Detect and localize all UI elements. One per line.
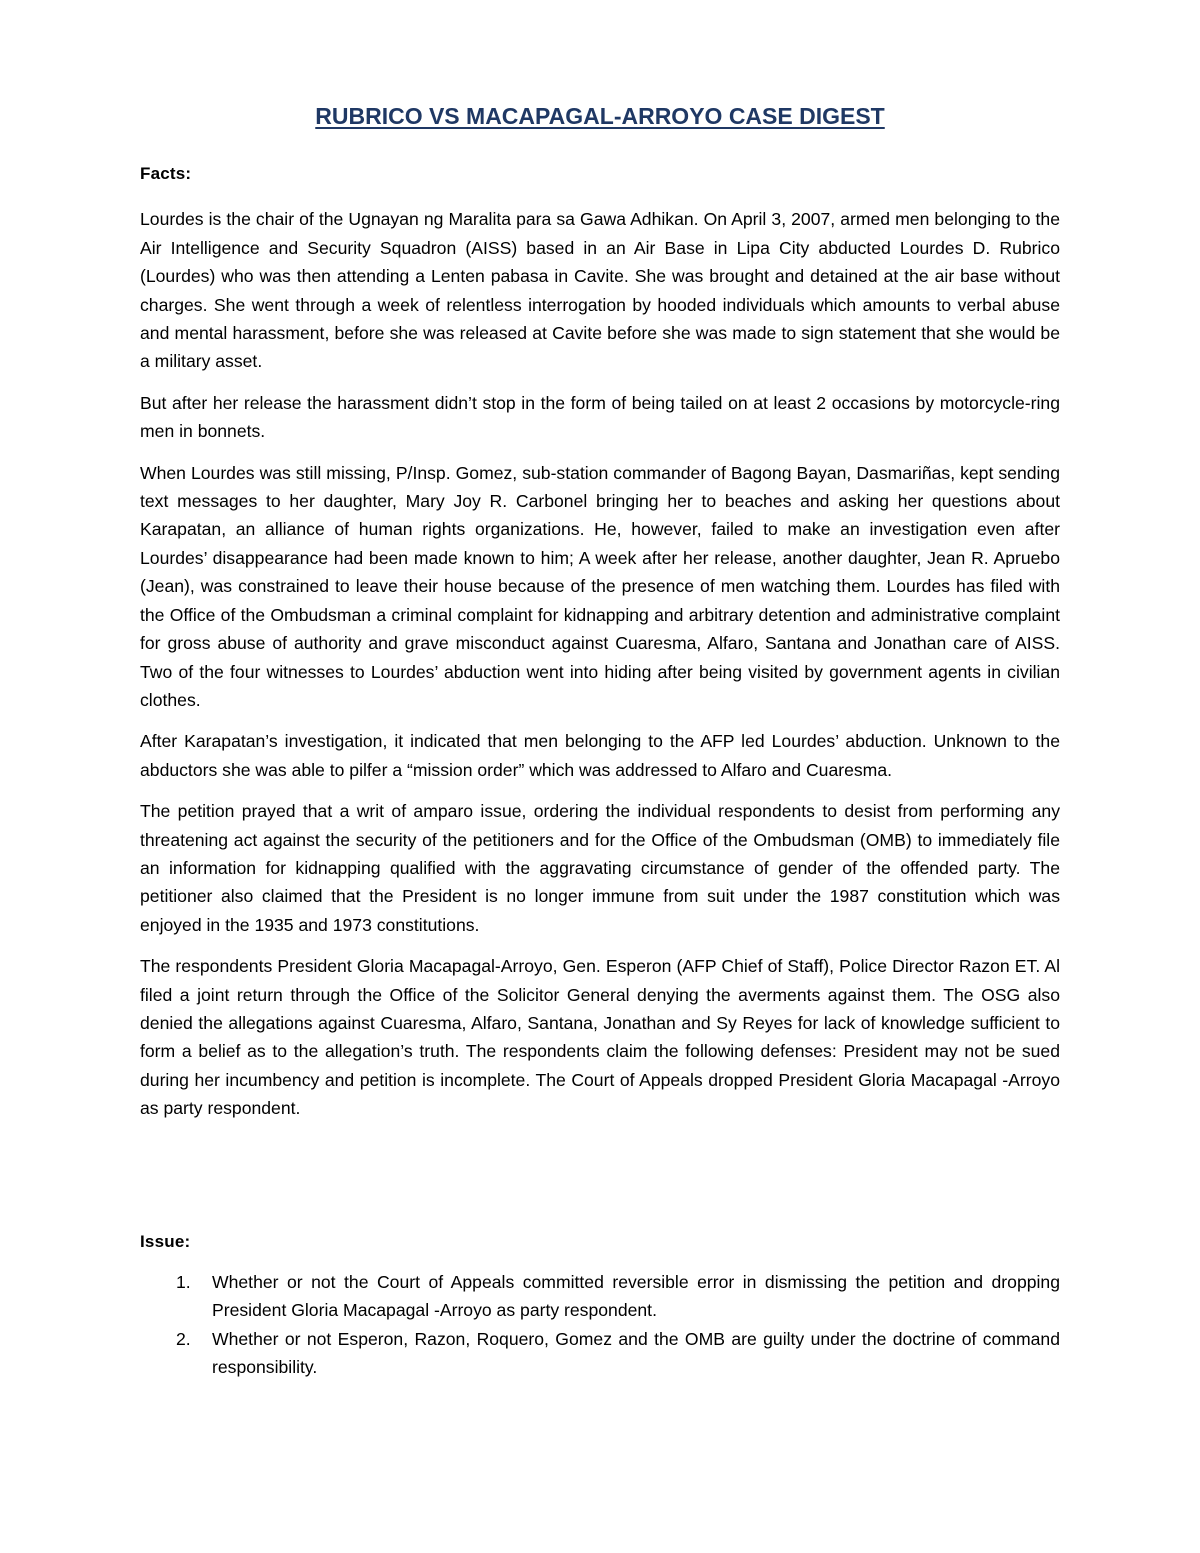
- issue-item: [140, 1268, 1060, 1325]
- issue-text: Whether or not Esperon, Razon, Roquero, Gomez and the OMB are guilty under the doctrine of command responsibility.: [212, 1328, 1060, 1378]
- issue-number: 2.: [176, 1328, 191, 1349]
- document-body: [140, 160, 1060, 1382]
- facts-paragraph-4: After Karapatan’s investigation, it indicated that men belonging to the AFP led Lourdes’ abduction. Unknown to the abductors she was able to pilfer a “mission order” which was addressed to Alfaro and Cuaresma.: [140, 731, 1060, 780]
- facts-paragraph-1: Lourdes is the chair of the Ugnayan ng Maralita para sa Gawa Adhikan. On April 3, 2007, armed men belonging to the Air Intelligence and Security Squadron (AISS) based in an Air Base in Lipa City abducted Lourdes D. Rubrico (Lourdes) who was then attending a Lenten pabasa in Cavite. She was brought and detained at the air base without charges. She went through a week of relentless interrogation by hooded individuals which amounts to verbal abuse and mental harassment, before she was released at Cavite before she was made to sign statement that she would be a military asset.: [140, 209, 1060, 372]
- facts-paragraph-5: The petition prayed that a writ of amparo issue, ordering the individual respondents to desist from performing any threatening act against the security of the petitioners and for the Office of the Ombudsman (OMB) to immediately file an information for kidnapping qualified with the aggravating circumstance of gender of the offended party. The petitioner also claimed that the President is no longer immune from suit under the 1987 constitution which was enjoyed in the 1935 and 1973 constitutions.: [140, 801, 1060, 935]
- issue-number: 1.: [176, 1272, 191, 1292]
- issue-list: [140, 1268, 1060, 1382]
- document-title: [0, 101, 1200, 131]
- facts-label: Facts:: [140, 164, 192, 183]
- issue-item: [140, 1325, 1060, 1382]
- facts-paragraph-6: The respondents President Gloria Macapagal-Arroyo, Gen. Esperon (AFP Chief of Staff), Police Director Razon ET. Al filed a joint return through the Office of the Solicitor General denying the averments against them. The OSG also denied the allegations against Cuaresma, Alfaro, Santana, Jonathan and Sy Reyes for lack of knowledge sufficient to form a belief as to the allegation’s truth. The respondents claim the following defenses: President may not be sued during her incumbency and petition is incomplete. The Court of Appeals dropped President Gloria Macapagal -Arroyo as party respondent.: [140, 956, 1060, 1119]
- document-title-text: RUBRICO VS MACAPAGAL-ARROYO CASE DIGEST: [315, 103, 885, 129]
- issue-label: Issue:: [140, 1231, 191, 1251]
- issue-text: Whether or not the Court of Appeals committed reversible error in dismissing the petition and dropping President Gloria Macapagal -Arroyo as party respondent.: [212, 1272, 1060, 1321]
- spacer: [140, 188, 1060, 205]
- facts-paragraph-3: When Lourdes was still missing, P/Insp. Gomez, sub-station commander of Bagong Bayan, Dasmariñas, kept sending text messages to her daughter, Mary Joy R. Carbonel bringing her to beaches and asking her questions about Karapatan, an alliance of human rights organizations. He, however, failed to make an investigation even after Lourdes’ disappearance had been made known to him; A week after her release, another daughter, Jean R. Apruebo (Jean), was constrained to leave their house because of the presence of men watching them. Lourdes has filed with the Office of the Ombudsman a criminal complaint for kidnapping and arbitrary detention and administrative complaint for gross abuse of authority and grave misconduct against Cuaresma, Alfaro, Santana and Jonathan care of AISS. Two of the four witnesses to Lourdes’ abduction went into hiding after being visited by government agents in civilian clothes.: [140, 462, 1060, 710]
- facts-paragraph-2: But after her release the harassment didn’t stop in the form of being tailed on at least 2 occasions by motorcycle-ring men in bonnets.: [140, 392, 1060, 442]
